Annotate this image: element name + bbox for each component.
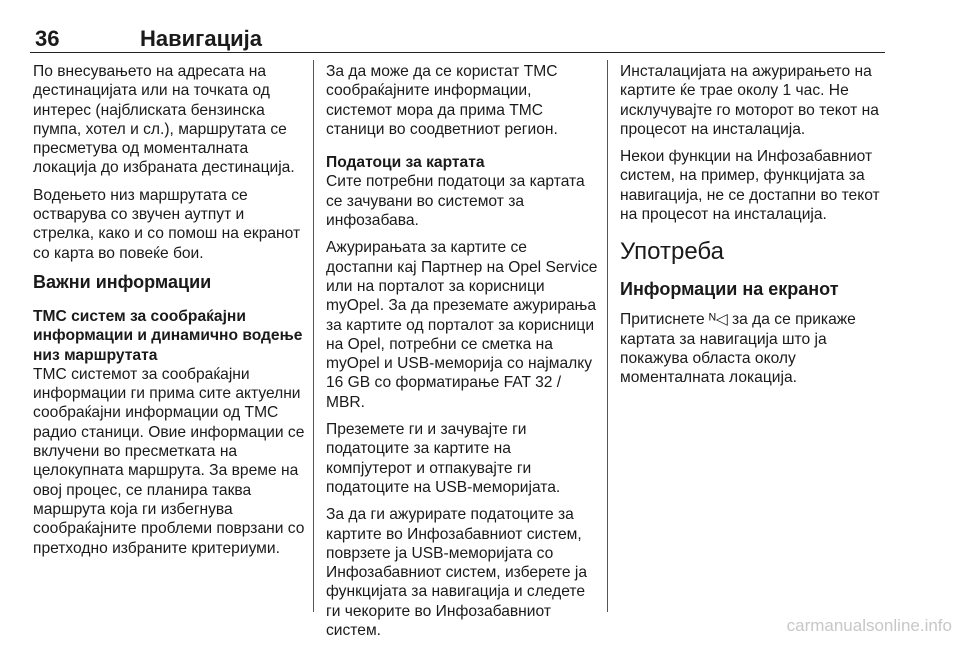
navigation-icon: ᴺ◁ [708, 311, 728, 329]
section-heading: Употреба [620, 238, 724, 266]
paragraph: Инсталацијата на ажурирањето на картите ќе трае околу 1 час. Не исклучувајте го моторот во текот на процесот на инсталација. [620, 63, 879, 138]
paragraph: Водењето низ маршрутата се остварува со звучен аутпут и стрелка, како и со помош на екранот со карта во повеќе бои. [33, 186, 301, 262]
subheading: Информации на екранот [620, 279, 839, 300]
paragraph: Некои функции на Инфозабавниот систем, на пример, функцијата за навигација, не се достапни во текот на процесот на инсталација. [620, 148, 880, 224]
column-2 [326, 62, 598, 648]
chapter-title: Навигација [140, 26, 262, 51]
subheading: Податоци за картата [326, 154, 485, 172]
paragraph: По внесувањето на адресата на дестинацијата или на точката од интерес (најблиската бензинска пумпа, хотел и сл.), маршрутата се пресметува од моменталната локација до избраната дестинација. [33, 63, 295, 177]
section-heading: Важни информации [33, 271, 212, 292]
paragraph: Сите потребни податоци за картата се зачувани во системот за инфозабава. [326, 173, 585, 230]
subheading: TMC систем за сообраќајни информации и динамично водење низ маршрутата [33, 307, 303, 364]
paragraph: Преземете ги и зачувајте ги податоците за картите на компјутерот и отпакувајте ги податоците на USB-меморијата. [326, 421, 561, 496]
paragraph: За да може да се користат TMC сообраќајните информации, системот мора да прима TMC станици во соодветниот регион. [326, 63, 558, 138]
page-header [30, 24, 885, 53]
paragraph: TMC системот за сообраќајни информации ги прима сите актуелни сообраќајни информации од TMC радио станици. Овие информации се вклучени во пресметката на целокупната маршрута. За време на овој процес, се планира таква маршрута која ги избегнува сообраќајните проблеми поврзани со претходно избраните критериуми. [33, 365, 305, 557]
paragraph [620, 310, 892, 387]
column-divider-2 [607, 60, 608, 612]
paragraph: Ажурирањата за картите се достапни кај Партнер на Opel Service или на порталот за корисници myOpel. За да преземате ажурирања за картите од порталот за корисници на Opel, потребни се сметка на myOpel и USB-меморија со најмалку 16 GB со форматирање FAT 32 / MBR. [326, 239, 598, 411]
column-1 [33, 62, 305, 566]
paragraph: За да ги ажурирате податоците за картите во Инфозабавниот систем, поврзете ја USB-меморијата со Инфозабавниот систем, изберете ја функцијата за навигација и следете ги чекорите во Инфозабавниот систем. [326, 506, 588, 640]
watermark: carmanualsonline.info [786, 616, 952, 635]
paragraph-text: Притиснете [620, 311, 709, 329]
column-3 [620, 62, 892, 396]
paragraph-text: за да се прикаже картата за навигација што ја покажува областа околу моменталната локација. [620, 311, 856, 387]
column-divider-1 [313, 60, 314, 612]
page-number: 36 [35, 26, 60, 51]
